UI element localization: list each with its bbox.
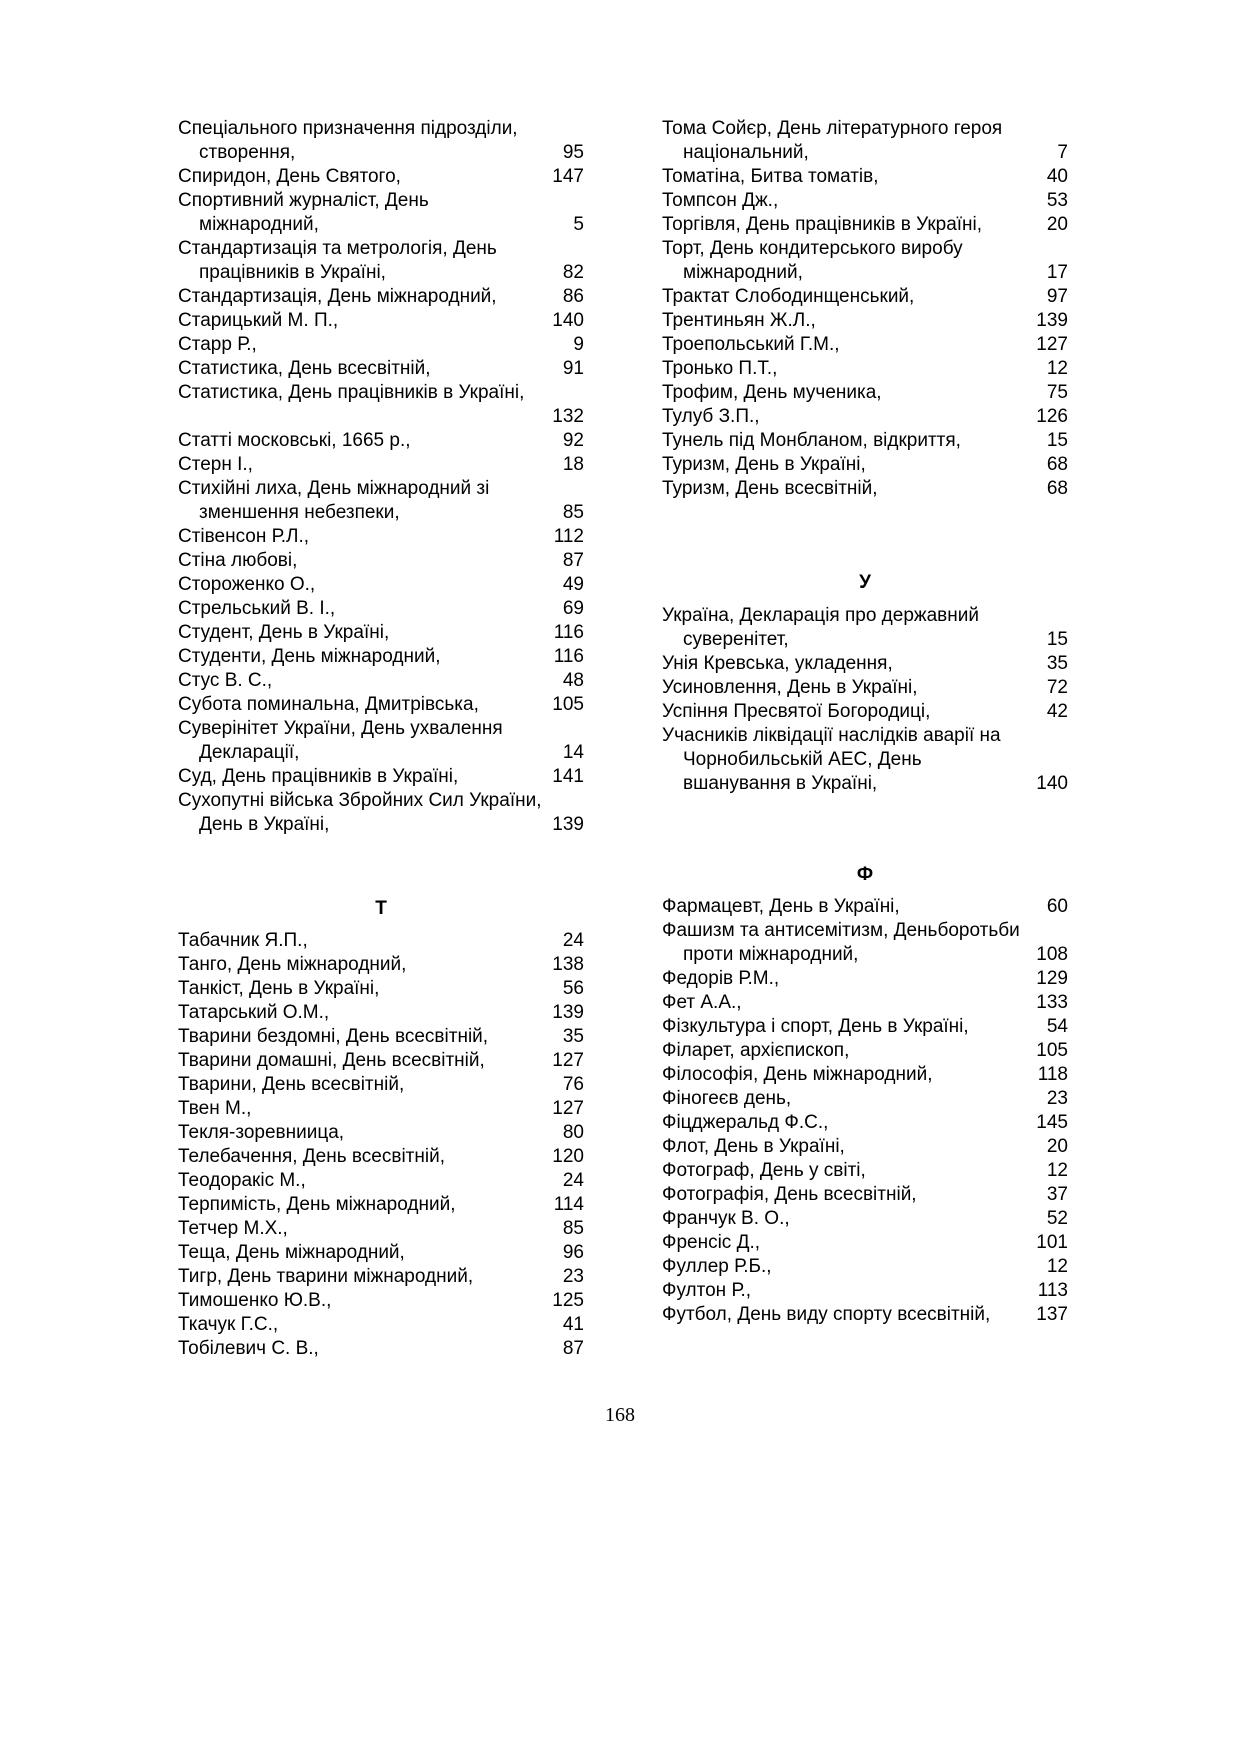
entry-page-number: 118: [1037, 1063, 1068, 1085]
index-entry: [178, 429, 584, 453]
entry-term: Учасників ліквідації наслідків аварії на: [662, 725, 1001, 747]
entry-term: Стерн І.,: [178, 454, 253, 475]
index-entry: [662, 237, 1068, 285]
entry-page-number: 147: [552, 166, 584, 187]
entry-page-number: 87: [562, 550, 584, 571]
entry-page-number: 127: [552, 1098, 584, 1120]
entry-term: Фотографія, День всесвітній,: [662, 1183, 917, 1205]
entry-term: Старр Р.,: [178, 334, 257, 355]
entry-term: Спортивний журналіст, День: [178, 190, 429, 211]
entry-page-number: 92: [562, 430, 584, 451]
entry-page-number: 138: [552, 954, 584, 976]
entry-term: Фет А.А.,: [662, 991, 742, 1013]
index-entry: [178, 1289, 584, 1313]
section-letter-heading: Ф: [856, 864, 874, 886]
index-entry: [662, 1087, 1068, 1111]
entry-page-number: 82: [562, 262, 584, 283]
entry-term: Танго, День міжнародний,: [178, 954, 407, 976]
entry-term: Трентиньян Ж.Л.,: [662, 310, 816, 331]
entry-term: проти міжнародний,: [683, 943, 859, 965]
index-entry: [662, 1159, 1068, 1183]
index-entry: [662, 309, 1068, 333]
entry-term: Студент, День в Україні,: [178, 622, 390, 643]
entry-page-number: 141: [552, 766, 584, 787]
entry-term: Франчук В. О.,: [662, 1207, 790, 1229]
index-entry: [178, 645, 584, 669]
entry-page-number: 72: [1046, 677, 1068, 699]
entry-term: Тварини бездомні, День всесвітній,: [178, 1026, 489, 1048]
entry-page-number: 75: [1046, 382, 1068, 403]
index-entry: [662, 1207, 1068, 1231]
index-entry: [662, 1231, 1068, 1255]
entry-page-number: 127: [1036, 334, 1068, 355]
index-entry: [178, 597, 584, 621]
index-entry: [662, 213, 1068, 237]
entry-term: Старицький М. П.,: [178, 310, 339, 331]
entry-page-number: 24: [562, 930, 584, 952]
entry-page-number: 105: [552, 694, 584, 715]
entry-term: Футбол, День виду спорту всесвітній,: [662, 1303, 991, 1325]
entry-term: Спеціального призначення підрозділи,: [178, 118, 518, 139]
entry-page-number: 7: [1057, 142, 1068, 163]
entry-page-number: 5: [573, 214, 584, 235]
index-entry: [178, 1097, 584, 1121]
entry-term: міжнародний,: [199, 214, 319, 235]
index-entry: [662, 700, 1068, 724]
index-entry: [178, 1241, 584, 1265]
entry-page-number: 69: [562, 598, 584, 619]
entry-page-number: 113: [1037, 1279, 1068, 1301]
entry-page-number: 105: [1036, 1039, 1068, 1061]
index-entry: [178, 1337, 584, 1361]
entry-term: Трофим, День мученика,: [662, 382, 882, 403]
entry-page-number: 85: [562, 502, 584, 523]
entry-term: Статті московські, 1665 р.,: [178, 430, 411, 451]
index-entry: [662, 357, 1068, 381]
entry-page-number: 48: [562, 670, 584, 691]
index-entry: [662, 405, 1068, 429]
entry-page-number: 126: [1036, 406, 1068, 427]
index-entry: [178, 929, 584, 953]
entry-page-number: 20: [1046, 1135, 1068, 1157]
entry-term: Фізкультура і спорт, День в Україні,: [662, 1015, 969, 1037]
entry-term: Унія Кревська, укладення,: [662, 653, 893, 675]
entry-term: Тварини домашні, День всесвітній,: [178, 1050, 485, 1072]
index-entry: [178, 357, 584, 381]
entry-page-number: 41: [562, 1314, 584, 1336]
entry-page-number: 139: [552, 1002, 584, 1024]
index-entry: [178, 669, 584, 693]
entry-term: Терпимість, День міжнародний,: [178, 1194, 456, 1216]
entry-term: Торгівля, День працівників в Україні,: [662, 214, 983, 235]
entry-term: Тимошенко Ю.В.,: [178, 1290, 332, 1312]
section-spacer: [662, 501, 1068, 571]
entry-page-number: 140: [1036, 773, 1068, 795]
entry-term: Стихійні лиха, День міжнародний зі: [178, 478, 490, 499]
entry-page-number: 139: [552, 814, 584, 835]
entry-page-number: 15: [1046, 629, 1068, 651]
entry-term: Трактат Слободинщенський,: [662, 286, 915, 307]
entry-page-number: 140: [552, 310, 584, 331]
index-entry: [178, 1001, 584, 1025]
index-entry: [662, 285, 1068, 309]
index-entry: [662, 724, 1068, 796]
entry-term: Фіногеєв день,: [662, 1087, 792, 1109]
entry-term: [199, 406, 204, 427]
index-entry: [662, 1303, 1068, 1327]
entry-page-number: 56: [562, 978, 584, 1000]
entry-page-number: 12: [1046, 358, 1068, 379]
index-entry: [178, 453, 584, 477]
index-entry: [178, 165, 584, 189]
index-entry: [178, 573, 584, 597]
entry-page-number: 137: [1036, 1303, 1068, 1325]
entry-term: Троепольський Г.М.,: [662, 334, 840, 355]
entry-term: Туризм, День в Україні,: [662, 454, 866, 475]
entry-page-number: 17: [1046, 262, 1068, 283]
entry-term: Студенти, День міжнародний,: [178, 646, 441, 667]
index-entry: [178, 717, 584, 765]
entry-term: Фотограф, День у світі,: [662, 1159, 866, 1181]
index-column-left: [178, 117, 584, 1361]
index-entry: [178, 333, 584, 357]
section-spacer: [178, 921, 584, 929]
entry-page-number: 127: [552, 1050, 584, 1072]
entry-term: Статистика, День всесвітній,: [178, 358, 431, 379]
entry-term: Тобілевич С. В.,: [178, 1338, 319, 1360]
entry-page-number: 120: [552, 1146, 584, 1168]
entry-term: Фуллер Р.Б.,: [662, 1255, 772, 1277]
section-letter-heading: Т: [375, 898, 387, 919]
entry-term: День в Україні,: [199, 814, 330, 835]
entry-term: працівників в Україні,: [199, 262, 386, 283]
entry-term: Торт, День кондитерського виробу: [662, 238, 963, 259]
entry-page-number: 96: [562, 1242, 584, 1264]
entry-page-number: 20: [1046, 214, 1068, 235]
entry-term: Стрельський В. І.,: [178, 598, 336, 619]
index-entry: [662, 895, 1068, 919]
index-entry: [178, 285, 584, 309]
entry-term: національний,: [683, 142, 809, 163]
entry-term: Стіна любові,: [178, 550, 298, 571]
entry-page-number: 12: [1046, 1159, 1068, 1181]
index-entry: [662, 1039, 1068, 1063]
entry-page-number: 133: [1036, 991, 1068, 1013]
entry-term: Фіцджеральд Ф.С.,: [662, 1111, 829, 1133]
entry-term: Сухопутні війська Збройних Сил України,: [178, 790, 542, 811]
entry-page-number: 18: [562, 454, 584, 475]
index-entry: [178, 1217, 584, 1241]
entry-page-number: 23: [1046, 1087, 1068, 1109]
entry-page-number: 114: [553, 1194, 584, 1216]
index-entry: [662, 676, 1068, 700]
entry-term: Ткачук Г.С.,: [178, 1314, 279, 1336]
index-entry: [662, 381, 1068, 405]
entry-term: Філарет, архієпископ,: [662, 1039, 850, 1061]
index-entry: [178, 237, 584, 285]
entry-term: Флот, День в Україні,: [662, 1135, 845, 1157]
index-entry: [662, 1111, 1068, 1135]
entry-term: Стівенсон Р.Л.,: [178, 526, 310, 547]
entry-term: Стороженко О.,: [178, 574, 316, 595]
entry-term: Успіння Пресвятої Богородиці,: [662, 701, 931, 723]
entry-term: Томпсон Дж.,: [662, 190, 779, 211]
section-spacer: [178, 837, 584, 897]
entry-term: Тома Сойєр, День літературного героя: [662, 118, 1003, 139]
index-entry: [662, 1015, 1068, 1039]
entry-term: Субота поминальна, Дмитрівська,: [178, 694, 479, 715]
entry-term: Чорнобильській АЕС, День: [683, 749, 922, 771]
entry-page-number: 9: [573, 334, 584, 355]
entry-term: Тронько П.Т.,: [662, 358, 778, 379]
entry-term: Татарський О.М.,: [178, 1002, 330, 1024]
index-entry: [662, 919, 1068, 967]
index-entry: [178, 953, 584, 977]
entry-term: Твен М.,: [178, 1098, 252, 1120]
entry-term: Туризм, День всесвітній,: [662, 478, 878, 499]
entry-page-number: 116: [553, 646, 584, 667]
entry-term: Спиридон, День Святого,: [178, 166, 401, 187]
entry-page-number: 60: [1046, 895, 1068, 917]
entry-term: створення,: [199, 142, 296, 163]
entry-page-number: 145: [1036, 1111, 1068, 1133]
index-entry: [178, 1049, 584, 1073]
entry-page-number: 54: [1046, 1015, 1068, 1037]
index-entry: [662, 117, 1068, 165]
entry-term: Усиновлення, День в Україні,: [662, 677, 918, 699]
entry-term: Фармацевт, День в Україні,: [662, 895, 900, 917]
entry-term: Фашизм та антисемітизм, Деньборотьби: [662, 919, 1020, 941]
index-entry: [178, 765, 584, 789]
entry-term: вшанування в Україні,: [683, 773, 878, 795]
entry-page-number: 12: [1046, 1255, 1068, 1277]
page-number: 168: [605, 1404, 635, 1426]
entry-term: Суверінітет України, День ухвалення: [178, 718, 503, 739]
index-column-right: [662, 117, 1068, 1327]
index-entry: [662, 453, 1068, 477]
entry-page-number: 86: [562, 286, 584, 307]
entry-page-number: 76: [562, 1074, 584, 1096]
index-entry: [662, 1183, 1068, 1207]
entry-page-number: 112: [553, 526, 584, 547]
entry-term: Україна, Декларація про державний: [662, 605, 979, 627]
index-entry: [178, 621, 584, 645]
index-entry: [178, 1073, 584, 1097]
entry-term: зменшення небезпеки,: [199, 502, 400, 523]
index-entry: [178, 693, 584, 717]
index-entry: [178, 977, 584, 1001]
entry-page-number: 132: [552, 406, 584, 427]
index-entry: [178, 477, 584, 525]
entry-term: суверенітет,: [683, 629, 789, 651]
entry-page-number: 97: [1046, 286, 1068, 307]
entry-page-number: 108: [1036, 943, 1068, 965]
entry-page-number: 49: [562, 574, 584, 595]
index-entry: [178, 789, 584, 837]
index-entry: [178, 1193, 584, 1217]
index-entry: [662, 991, 1068, 1015]
entry-term: Стандартизація та метрологія, День: [178, 238, 497, 259]
entry-term: Томатіна, Битва томатів,: [662, 166, 879, 187]
entry-page-number: 129: [1036, 967, 1068, 989]
index-entry: [662, 165, 1068, 189]
entry-page-number: 95: [562, 142, 584, 163]
entry-term: Статистика, День працівників в Україні,: [178, 382, 525, 403]
entry-page-number: 87: [562, 1338, 584, 1360]
entry-term: Тварини, День всесвітній,: [178, 1074, 405, 1096]
entry-page-number: 85: [562, 1218, 584, 1240]
index-entry: [178, 1145, 584, 1169]
index-entry: [178, 117, 584, 165]
index-entry: [178, 1121, 584, 1145]
index-entry: [662, 189, 1068, 213]
entry-term: Філософія, День міжнародний,: [662, 1063, 933, 1085]
entry-page-number: 53: [1046, 190, 1068, 211]
entry-term: Суд, День працівників в Україні,: [178, 766, 459, 787]
entry-term: Тунель під Монбланом, відкриття,: [662, 430, 961, 451]
entry-page-number: 68: [1046, 454, 1068, 475]
entry-term: Текля-зоревниица,: [178, 1122, 345, 1144]
entry-term: Тетчер М.Х.,: [178, 1218, 288, 1240]
entry-page-number: 91: [562, 358, 584, 379]
entry-term: Тигр, День тварини міжнародний,: [178, 1266, 474, 1288]
entry-term: Фултон Р.,: [662, 1279, 752, 1301]
entry-term: Теодоракіс М.,: [178, 1170, 306, 1192]
entry-term: Стандартизація, День міжнародний,: [178, 286, 497, 307]
entry-page-number: 80: [562, 1122, 584, 1144]
index-entry: [662, 477, 1068, 501]
entry-term: Федорів Р.М.,: [662, 967, 780, 989]
index-entry: [178, 381, 584, 429]
entry-term: Стус В. С.,: [178, 670, 273, 691]
entry-page-number: 139: [1036, 310, 1068, 331]
entry-term: Теща, День міжнародний,: [178, 1242, 405, 1264]
index-entry: [662, 333, 1068, 357]
index-entry: [662, 967, 1068, 991]
entry-page-number: 23: [562, 1266, 584, 1288]
entry-page-number: 35: [1046, 653, 1068, 675]
entry-page-number: 24: [562, 1170, 584, 1192]
section-spacer: [662, 887, 1068, 894]
entry-term: Френсіс Д.,: [662, 1231, 760, 1253]
index-entry: [178, 189, 584, 237]
section-letter-heading: У: [859, 571, 871, 593]
entry-term: Танкіст, День в Україні,: [178, 978, 380, 1000]
entry-page-number: 15: [1046, 430, 1068, 451]
index-entry: [178, 549, 584, 573]
entry-page-number: 52: [1046, 1207, 1068, 1229]
entry-page-number: 42: [1046, 701, 1068, 723]
index-entry: [178, 1265, 584, 1289]
entry-page-number: 14: [562, 742, 584, 763]
entry-term: Тулуб З.П.,: [662, 406, 760, 427]
entry-term: Телебачення, День всесвітній,: [178, 1146, 445, 1168]
entry-page-number: 40: [1046, 166, 1068, 187]
entry-page-number: 68: [1046, 478, 1068, 499]
entry-page-number: 101: [1036, 1231, 1068, 1253]
index-entry: [178, 1169, 584, 1193]
section-spacer: [662, 595, 1068, 605]
index-entry: [662, 429, 1068, 453]
entry-term: Декларації,: [199, 742, 300, 763]
index-entry: [662, 652, 1068, 676]
entry-term: Табачник Я.П.,: [178, 930, 308, 952]
index-entry: [178, 1025, 584, 1049]
entry-term: міжнародний,: [683, 262, 803, 283]
index-entry: [178, 309, 584, 333]
entry-page-number: 35: [562, 1026, 584, 1048]
index-entry: [178, 525, 584, 549]
index-entry: [662, 1279, 1068, 1303]
index-entry: [178, 1313, 584, 1337]
entry-page-number: 116: [553, 622, 584, 643]
index-entry: [662, 604, 1068, 652]
index-entry: [662, 1135, 1068, 1159]
index-entry: [662, 1063, 1068, 1087]
section-spacer: [662, 796, 1068, 863]
entry-page-number: 125: [552, 1290, 584, 1312]
entry-page-number: 37: [1046, 1183, 1068, 1205]
index-entry: [662, 1255, 1068, 1279]
